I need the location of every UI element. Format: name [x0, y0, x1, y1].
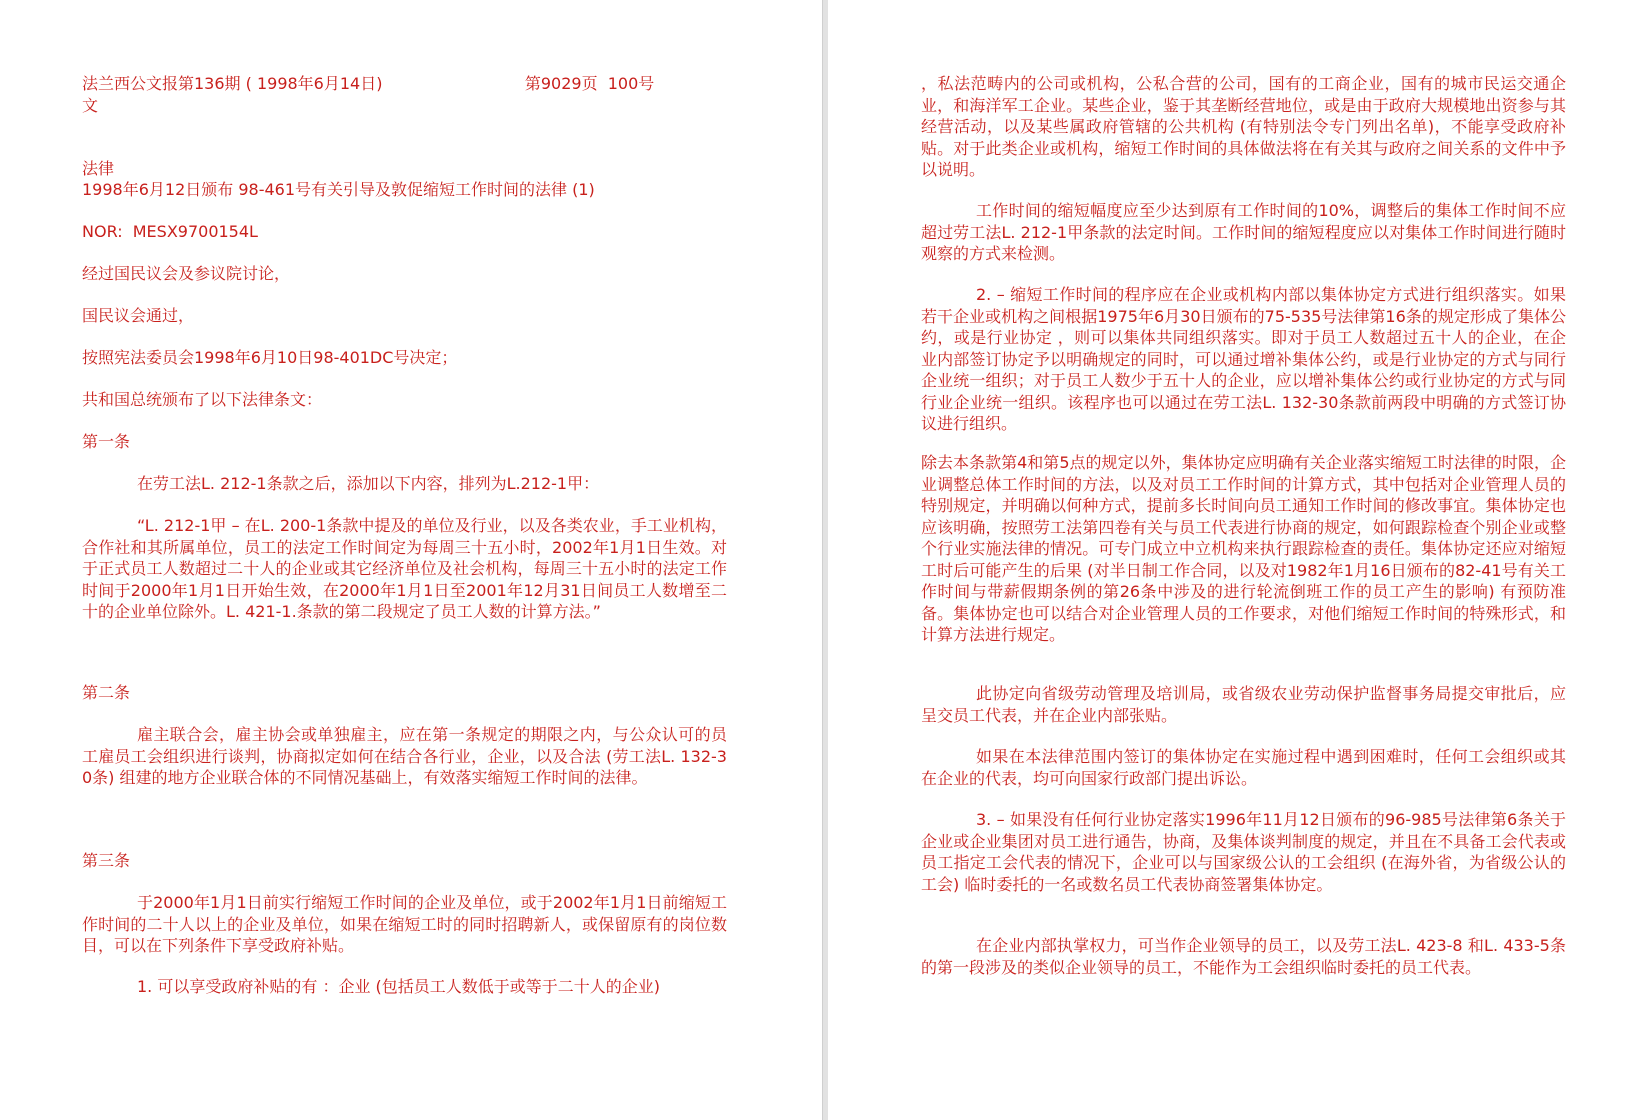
- paragraph-excluded-employees: 在企业内部执掌权力，可当作企业领导的员工，以及劳工法L. 423-8 和L. 433-5条的第一段涉及的类似企业领导的员工，不能作为工会组织临时委托的员工代表。: [921, 936, 1566, 977]
- article-3-item-1: 1. 可以享受政府补贴的有 ：企业 (包括员工人数低于或等于二十人的企业): [137, 977, 661, 996]
- paragraph-disputes: 如果在本法律范围内签订的集体协定在实施过程中遇到困难时，任何工会组织或其在企业的代表，均可向国家行政部门提出诉讼。: [921, 747, 1566, 788]
- deliberation-line: 经过国民议会及参议院讨论，: [82, 264, 291, 283]
- promulgation-line: 共和国总统颁布了以下法律条文：: [82, 390, 323, 409]
- paragraph-reduction-threshold: 工作时间的缩短幅度应至少达到原有工作时间的10%，调整后的集体工作时间不应超过劳工法L. 212-1甲条款的法定时间。工作时间的缩短程度应以对集体工作时间进行随时观察的方式来检测。: [921, 201, 1566, 263]
- law-title: 1998年6月12日颁布 98-461号有关引导及敦促缩短工作时间的法律 (1): [82, 180, 595, 199]
- article-1-quote: “L. 212-1甲 – 在L. 200-1条款中提及的单位及行业，以及各类农业，手工业机构，合作社和其所属单位，员工的法定工作时间定为每周三十五小时，2002年1月1日生效。对于正式员工人数超过二十人的企业或其它经济单位及社会机构，每周三十五小时的法定工作时间于2000年1月1日开始生效，在2000年1月1日至2001年12月31日间员工人数增至二十的企业单位除外。L. 421-1.条款的第二段规定了员工人数的计算方法。”: [82, 516, 727, 621]
- nor-reference: NOR: MESX9700154L: [82, 222, 258, 241]
- document-type: 法律: [82, 159, 115, 178]
- article-3-body: 于2000年1月1日前实行缩短工作时间的企业及单位，或于2002年1月1日前缩短工作时间的二十人以上的企业及单位，如果在缩短工时的同时招聘新人，或保留原有的岗位数目，可以在下列条件下享受政府补贴。: [82, 893, 727, 955]
- council-decision-line: 按照宪法委员会1998年6月10日98-401DC号决定；: [82, 348, 458, 367]
- right-page: [828, 0, 1644, 1120]
- article-2-heading: 第二条: [82, 683, 131, 702]
- adoption-line: 国民议会通过，: [82, 306, 195, 325]
- article-2-body: 雇主联合会，雇主协会或单独雇主，应在第一条规定的期限之内，与公众认可的员工雇员工会组织进行谈判，协商拟定如何在结合各行业，企业，以及合法 (劳工法L. 132-30条) 组建的地方企业联合体的不同情况基础上，有效落实缩短工作时间的法律。: [82, 725, 727, 787]
- gazette-header: 法兰西公文报第136期 ( 1998年6月14日) 第9029页 100号: [82, 74, 655, 93]
- paragraph-collective-agreement: 2. – 缩短工作时间的程序应在企业或机构内部以集体协定方式进行组织落实。如果若干企业或机构之间根据1975年6月30日颁布的75-535号法律第16条的规定形成了集体公约，或是行业协定 ，则可以集体共同组织落实。即对于员工人数超过五十人的企业，在企业内部签订协定予以明确规定的同时，可以通过增补集体公约，或是行业协定的方式与同行企业统一组织；对于员工人数少于五十人的企业，应以增补集体公约或行业协定的方式与同行业企业统一组织。该程序也可以通过在劳工法L. 132-30条款前两段中明确的方式签订协议进行组织。: [921, 285, 1566, 433]
- paragraph-agreement-contents: 除去本条款第4和第5点的规定以外，集体协定应明确有关企业落实缩短工时法律的时限，企业调整总体工作时间的方法，以及对员工工作时间的计算方式，其中包括对企业管理人员的特别规定，并明确以何种方式，提前多长时间向员工通知工作时间的修改事宜。集体协定也应该明确，按照劳工法第四卷有关与员工代表进行协商的规定，如何跟踪检查个别企业或整个行业实施法律的情况。可专门成立中立机构来执行跟踪检查的责任。集体协定还应对缩短工时后可能产生的后果 (对半日制工作合同，以及对1982年1月16日颁布的82-41号有关工作时间与带薪假期条例的第26条中涉及的进行轮流倒班工作的员工产生的影响) 有预防准备。集体协定也可以结合对企业管理人员的工作要求，对他们缩短工作时间的特殊形式，和计算方法进行规定。: [921, 453, 1566, 644]
- article-1-heading: 第一条: [82, 432, 131, 451]
- paragraph-eligible-entities: ，私法范畴内的公司或机构，公私合营的公司，国有的工商企业，国有的城市民运交通企业，和海洋军工企业。某些企业，鉴于其垄断经营地位，或是由于政府大规模地出资参与其经营活动，以及某些属政府管辖的公共机构 (有特别法令专门列出名单)，不能享受政府补贴。对于此类企业或机构，缩短工作时间的具体做法将在有关其与政府之间关系的文件中予以说明。: [921, 74, 1566, 179]
- article-1-intro: 在劳工法L. 212-1条款之后，添加以下内容，排列为L.212-1甲：: [137, 474, 600, 493]
- paragraph-mandated-employees: 3. – 如果没有任何行业协定落实1996年11月12日颁布的96-985号法律第6条关于企业或企业集团对员工进行通告，协商，及集体谈判制度的规定，并且在不具备工会代表或员工指定工会代表的情况下，企业可以与国家级公认的工会组织 (在海外省，为省级公认的工会) 临时委托的一名或数名员工代表协商签署集体协定。: [921, 810, 1566, 894]
- article-3-heading: 第三条: [82, 851, 131, 870]
- gazette-header-continued: 文: [82, 96, 99, 115]
- paragraph-approval: 此协定向省级劳动管理及培训局，或省级农业劳动保护监督事务局提交审批后，应呈交员工代表，并在企业内部张贴。: [921, 684, 1566, 725]
